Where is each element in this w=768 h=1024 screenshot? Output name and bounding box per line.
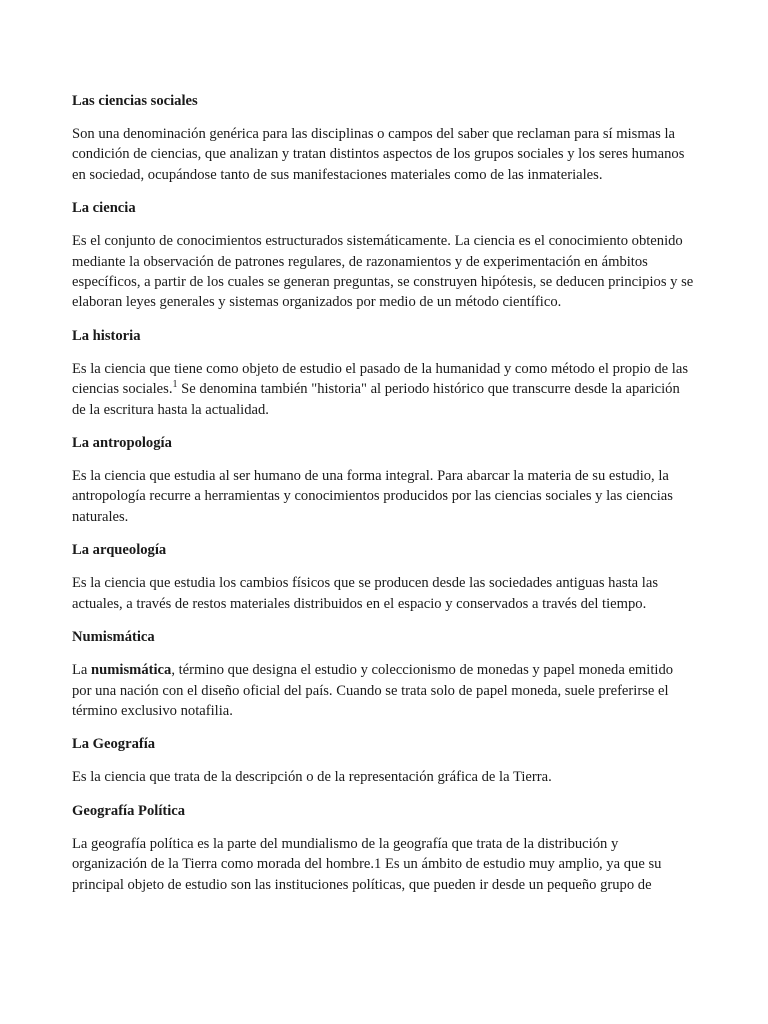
paragraph-antropologia: Es la ciencia que estudia al ser humano de una forma integral. Para abarcar la materia de su estudio, la antropología recurre a herramientas y conocimientos producidos por las ciencias sociales y las ciencias naturales. bbox=[72, 468, 673, 525]
paragraph-arqueologia: Es la ciencia que estudia los cambios físicos que se producen desde las sociedades antiguas hasta las actuales, a través de restos materiales distribuidos en el espacio y conservados a través del tiempo. bbox=[72, 575, 659, 612]
historia-text-part1: Es la ciencia que tiene como objeto de estudio el pasado de la humanidad y como método el propio de las ciencias sociales. bbox=[72, 360, 688, 398]
paragraph-historia bbox=[72, 359, 696, 420]
numismatica-bold-term: numismática bbox=[91, 662, 172, 679]
historia-text-part2: Se denomina también "historia" al periodo histórico que transcurre desde la aparición de la escritura hasta la actualidad. bbox=[72, 381, 680, 418]
section-title-arqueologia: La arqueología bbox=[72, 542, 167, 559]
footnote-marker: 1 bbox=[172, 379, 178, 391]
section-title-historia: La historia bbox=[72, 327, 141, 344]
section-title-ciencias-sociales: Las ciencias sociales bbox=[72, 93, 198, 109]
numismatica-prefix: La bbox=[72, 662, 92, 679]
section-title-geografia-politica: Geografía Política bbox=[72, 802, 186, 819]
paragraph-ciencias-sociales: Son una denominación genérica para las disciplinas o campos del saber que reclaman para sí mismas la condición de ciencias, que analizan y tratan distintos aspectos de los grupos sociales y los seres humanos en sociedad, ocupándose tanto de sus manifestaciones materiales como de las inmateriales. bbox=[72, 126, 685, 183]
section-title-ciencia: La ciencia bbox=[72, 200, 136, 217]
paragraph-ciencia: Es el conjunto de conocimientos estructurados sistemáticamente. La ciencia es el conocimiento obtenido mediante la observación de patrones regulares, de razonamientos y de experimentación en ámbitos específicos, a partir de los cuales se generan preguntas, se construyen hipótesis, se deducen principios y se elaboran leyes generales y sistemas organizados por medio de un método científico. bbox=[72, 233, 694, 311]
numismatica-suffix: , término que designa el estudio y coleccionismo de monedas y papel moneda emitido por una nación con el diseño oficial del país. Cuando se trata solo de papel moneda, suele preferirse el término exclusivo notafilia. bbox=[72, 662, 674, 719]
paragraph-geografia-politica: La geografía política es la parte del mundialismo de la geografía que trata de la distribución y organización de la Tierra como morada del hombre.1 Es un ámbito de estudio muy amplio, ya que su principal objeto de estudio son las instituciones políticas, que pueden ir desde un pequeño grupo de bbox=[72, 835, 662, 893]
section-title-geografia: La Geografía bbox=[72, 736, 156, 753]
section-title-antropologia: La antropología bbox=[72, 435, 172, 452]
paragraph-numismatica bbox=[72, 660, 696, 721]
paragraph-geografia: Es la ciencia que trata de la descripción o de la representación gráfica de la Tierra. bbox=[72, 769, 552, 786]
section-title-numismatica: Numismática bbox=[72, 629, 155, 646]
